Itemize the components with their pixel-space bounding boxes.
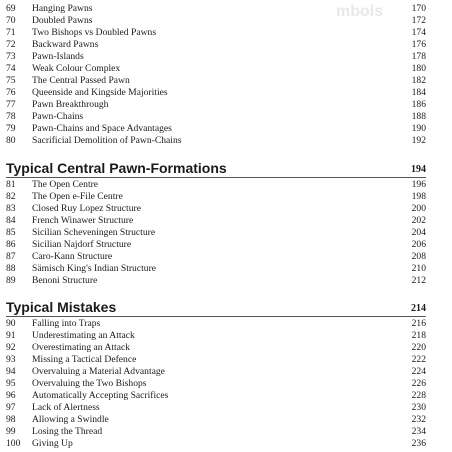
entry-page: 180: [411, 63, 426, 74]
entry-number: 83: [6, 203, 16, 214]
toc-entry: [0, 215, 452, 226]
toc-entry: [0, 39, 452, 50]
entry-title: Automatically Accepting Sacrifices: [32, 390, 169, 401]
toc-entry: [0, 203, 452, 214]
entry-number: 92: [6, 342, 16, 353]
entry-page: 206: [411, 239, 426, 250]
entry-page: 202: [411, 215, 426, 226]
entry-title: Pawn-Chains: [32, 111, 84, 122]
entry-number: 84: [6, 215, 16, 226]
section-rule: [6, 316, 426, 317]
entry-title: Weak Colour Complex: [32, 63, 121, 74]
entry-page: 174: [411, 27, 426, 38]
entry-page: 190: [411, 123, 426, 134]
entry-number: 87: [6, 251, 16, 262]
entry-page: 224: [411, 366, 426, 377]
entry-page: 192: [411, 135, 426, 146]
toc-entry: [0, 99, 452, 110]
entry-title: Sämisch King's Indian Structure: [32, 263, 157, 274]
toc-entry: [0, 227, 452, 238]
section-page: 194: [411, 164, 426, 175]
toc-entry: [0, 366, 452, 377]
entry-number: 95: [6, 378, 16, 389]
entry-page: 204: [411, 227, 426, 238]
toc-entry: [0, 51, 452, 62]
entry-number: 100: [6, 438, 21, 449]
entry-number: 82: [6, 191, 16, 202]
entry-title: Overvaluing a Material Advantage: [32, 366, 165, 377]
toc-entry: [0, 63, 452, 74]
entry-title: French Winawer Structure: [32, 215, 134, 226]
entry-title: Sicilian Scheveningen Structure: [32, 227, 156, 238]
entry-page: 188: [411, 111, 426, 122]
entry-page: 198: [411, 191, 426, 202]
entry-title: Sicilian Najdorf Structure: [32, 239, 132, 250]
toc-entry: [0, 251, 452, 262]
entry-number: 70: [6, 15, 16, 26]
toc-entry: [0, 123, 452, 134]
entry-page: 200: [411, 203, 426, 214]
entry-title: Lack of Alertness: [32, 402, 100, 413]
entry-number: 85: [6, 227, 16, 238]
entry-page: 186: [411, 99, 426, 110]
entry-number: 80: [6, 135, 16, 146]
toc-entry: [0, 191, 452, 202]
entry-number: 89: [6, 275, 16, 286]
entry-number: 93: [6, 354, 16, 365]
entry-page: 178: [411, 51, 426, 62]
entry-page: 196: [411, 179, 426, 190]
entry-page: 210: [411, 263, 426, 274]
toc-entry: [0, 378, 452, 389]
entry-number: 78: [6, 111, 16, 122]
section-title: Typical Mistakes: [6, 299, 117, 315]
entry-title: Queenside and Kingside Majorities: [32, 87, 168, 98]
entry-title: Pawn-Chains and Space Advantages: [32, 123, 172, 134]
entry-number: 91: [6, 330, 16, 341]
entry-number: 90: [6, 318, 16, 329]
entry-number: 71: [6, 27, 16, 38]
section-title: Typical Central Pawn-Formations: [6, 160, 227, 176]
entry-title: Backward Pawns: [32, 39, 99, 50]
section-page: 214: [411, 303, 426, 314]
entry-number: 99: [6, 426, 16, 437]
toc-entry: [0, 135, 452, 146]
entry-page: 218: [411, 330, 426, 341]
toc-entry: [0, 390, 452, 401]
entry-page: 222: [411, 354, 426, 365]
entry-page: 172: [411, 15, 426, 26]
entry-number: 74: [6, 63, 16, 74]
entry-page: 216: [411, 318, 426, 329]
entry-number: 81: [6, 179, 16, 190]
entry-page: 212: [411, 275, 426, 286]
entry-number: 98: [6, 414, 16, 425]
entry-title: The Central Passed Pawn: [32, 75, 130, 86]
entry-number: 69: [6, 3, 16, 14]
entry-number: 96: [6, 390, 16, 401]
entry-page: 184: [411, 87, 426, 98]
entry-title: Benoni Structure: [32, 275, 98, 286]
entry-title: Pawn-Islands: [32, 51, 84, 62]
entry-number: 86: [6, 239, 16, 250]
entry-page: 234: [411, 426, 426, 437]
toc-entry: [0, 426, 452, 437]
entry-number: 97: [6, 402, 16, 413]
entry-title: The Open Centre: [32, 179, 99, 190]
entry-page: 170: [411, 3, 426, 14]
entry-page: 232: [411, 414, 426, 425]
entry-title: Losing the Thread: [32, 426, 103, 437]
entry-title: Closed Ruy Lopez Structure: [32, 203, 141, 214]
entry-page: 220: [411, 342, 426, 353]
entry-number: 77: [6, 99, 16, 110]
toc-entry: [0, 354, 452, 365]
toc-entry: [0, 275, 452, 286]
entry-title: Allowing a Swindle: [32, 414, 109, 425]
toc-entry: [0, 342, 452, 353]
entry-title: The Open e-File Centre: [32, 191, 123, 202]
entry-page: 230: [411, 402, 426, 413]
toc-entry: [0, 402, 452, 413]
entry-page: 236: [411, 438, 426, 449]
entry-number: 72: [6, 39, 16, 50]
section-heading-typical-mistakes: [6, 298, 426, 316]
entry-page: 176: [411, 39, 426, 50]
section-heading-central-pawn-formations: [6, 159, 426, 177]
entry-title: Caro-Kann Structure: [32, 251, 113, 262]
section-rule: [6, 177, 426, 178]
entry-title: Giving Up: [32, 438, 73, 449]
entry-title: Falling into Traps: [32, 318, 101, 329]
toc-entry: [0, 75, 452, 86]
entry-title: Doubled Pawns: [32, 15, 93, 26]
entry-number: 76: [6, 87, 16, 98]
entry-page: 226: [411, 378, 426, 389]
toc-entry: [0, 318, 452, 329]
toc-entry: [0, 15, 452, 26]
toc-entry: [0, 239, 452, 250]
toc-entry: [0, 3, 452, 14]
entry-number: 73: [6, 51, 16, 62]
entry-number: 75: [6, 75, 16, 86]
toc-entry: [0, 111, 452, 122]
toc-entry: [0, 27, 452, 38]
entry-title: Sacrificial Demolition of Pawn-Chains: [32, 135, 182, 146]
entry-page: 182: [411, 75, 426, 86]
entry-title: Two Bishops vs Doubled Pawns: [32, 27, 157, 38]
entry-title: Hanging Pawns: [32, 3, 93, 14]
entry-title: Overestimating an Attack: [32, 342, 131, 353]
show-through-text: mbols: [336, 3, 384, 20]
toc-entry: [0, 87, 452, 98]
toc-entry: [0, 438, 452, 449]
entry-number: 94: [6, 366, 16, 377]
toc-entry: [0, 263, 452, 274]
entry-title: Underestimating an Attack: [32, 330, 135, 341]
entry-page: 228: [411, 390, 426, 401]
entry-number: 88: [6, 263, 16, 274]
entry-number: 79: [6, 123, 16, 134]
entry-page: 208: [411, 251, 426, 262]
toc-entry: [0, 330, 452, 341]
entry-title: Overvaluing the Two Bishops: [32, 378, 147, 389]
entry-title: Missing a Tactical Defence: [32, 354, 137, 365]
toc-entry: [0, 179, 452, 190]
entry-title: Pawn Breakthrough: [32, 99, 109, 110]
toc-entry: [0, 414, 452, 425]
